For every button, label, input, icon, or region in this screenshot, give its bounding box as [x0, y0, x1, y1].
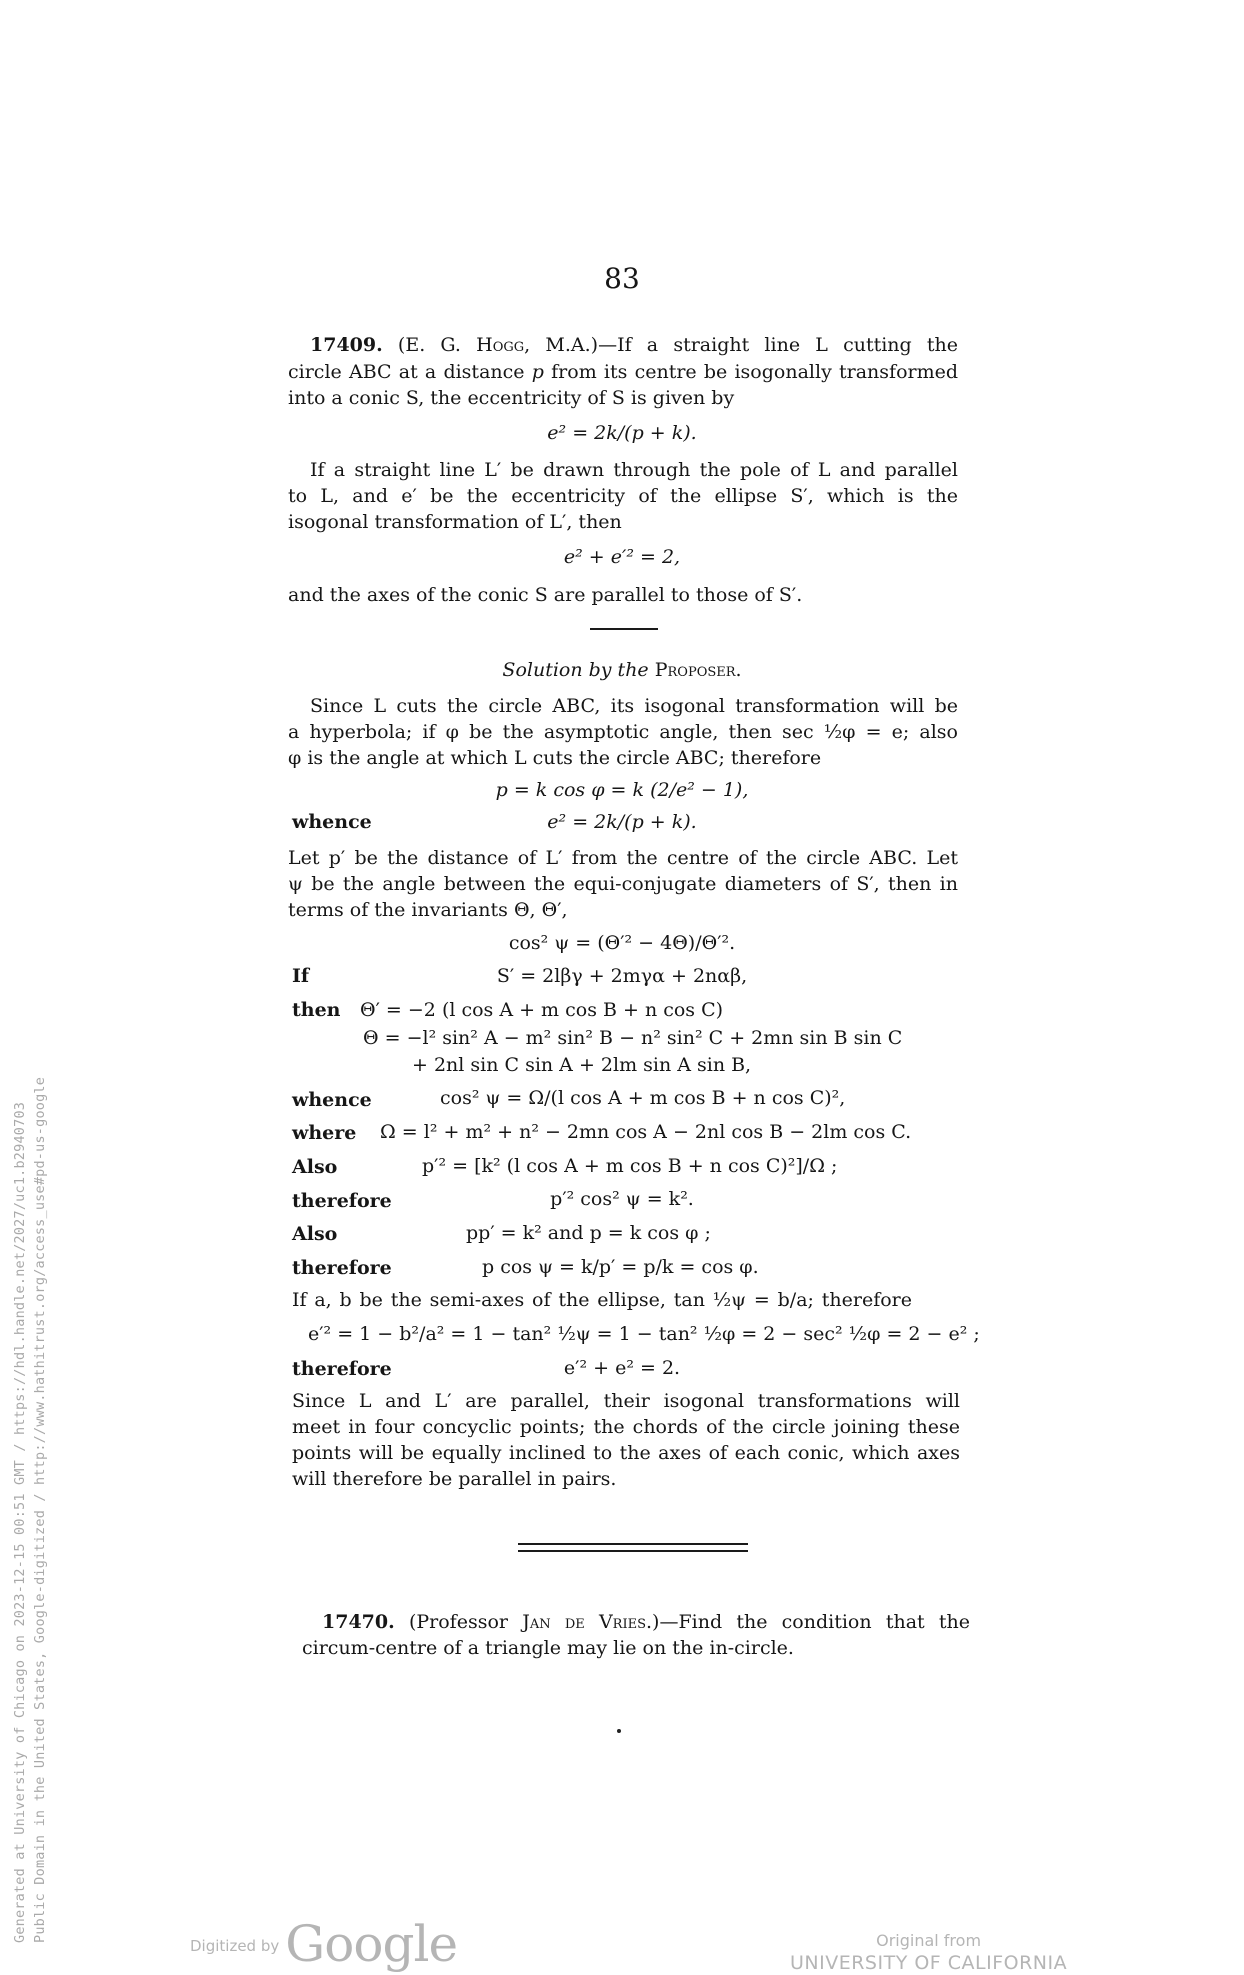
equation: p cos ψ = k/p′ = p/k = cos φ. — [482, 1256, 759, 1278]
equation: e² = 2k/(p + k). — [547, 811, 697, 833]
double-rule-bottom — [518, 1550, 748, 1552]
google-logo-text: Google — [285, 1915, 458, 1973]
original-from-label: Original from — [876, 1931, 982, 1950]
equation: Ω = l² + m² + n² − 2mn cos A − 2nl cos B − 2lm cos C. — [380, 1121, 912, 1143]
equation: e′² + e² = 2. — [563, 1357, 681, 1379]
equation: Θ′ = −2 (l cos A + m cos B + n cos C) — [360, 999, 724, 1021]
equation: p = k cos φ = k (2/e² − 1), — [495, 779, 749, 801]
solution-text: meet in four concyclic points; the chords of the circle joining these — [292, 1416, 960, 1438]
original-from-note — [790, 1930, 1067, 1974]
solution-text: Since L cuts the circle ABC, its isogonal transformation will be — [310, 695, 958, 717]
label: where — [292, 1122, 357, 1144]
double-rule-top — [518, 1543, 748, 1545]
problem-text: circle ABC at a distance — [288, 361, 525, 383]
problem-17409-line-1: 17409. (E. G. Hogg, M.A.)—If a straight line L cutting the — [310, 334, 958, 356]
equation: p′² = [k² (l cos A + m cos B + n cos C)²]/Ω ; — [422, 1155, 838, 1177]
equation: pp′ = k² and p = k cos φ ; — [466, 1222, 711, 1244]
solution-text: points will be equally inclined to the axes of each conic, which axes — [292, 1442, 960, 1464]
problem-text: from its centre be isogonally transformed — [551, 361, 959, 383]
problem-text: isogonal transformation of L′, then — [288, 511, 622, 533]
solution-proposer: Proposer. — [654, 659, 742, 681]
digitized-by-google-logo — [190, 1915, 457, 1973]
label: Also — [292, 1223, 338, 1245]
equation: cos² ψ = (Θ′² − 4Θ)/Θ′². — [508, 932, 736, 954]
equation: e² = 2k/(p + k). — [547, 422, 697, 444]
problem-author: Jan de Vries — [522, 1611, 646, 1633]
section-divider — [590, 628, 658, 630]
equation: + 2nl sin C sin A + 2lm sin A sin B, — [412, 1054, 752, 1076]
solution-heading-label: Solution by the — [502, 659, 649, 681]
label: whence — [292, 811, 372, 833]
label: therefore — [292, 1190, 392, 1212]
problem-text: into a conic S, the eccentricity of S is given by — [288, 387, 735, 409]
equation: p′² cos² ψ = k². — [550, 1188, 694, 1210]
problem-number: 17409. — [310, 334, 383, 356]
label: Also — [292, 1156, 338, 1178]
solution-text: a hyperbola; if φ be the asymptotic angle, then sec ½φ = e; also — [288, 721, 958, 743]
solution-text: If a, b be the semi-axes of the ellipse, tan ½ψ = b/a; therefore — [292, 1289, 912, 1311]
equation: cos² ψ = Ω/(l cos A + m cos B + n cos C)², — [440, 1087, 846, 1109]
problem-text: Find the condition that the — [678, 1611, 971, 1633]
label: therefore — [292, 1257, 392, 1279]
equation: e² + e′² = 2, — [563, 546, 681, 568]
problem-author-prefix: (Professor — [408, 1611, 508, 1633]
problem-text: If a straight line L′ be drawn through the pole of L and parallel — [310, 459, 958, 481]
label: then — [292, 999, 341, 1021]
problem-17409-line-2: circle ABC at a distance p from its centre be isogonally transformed — [288, 361, 959, 383]
solution-text: Since L and L′ are parallel, their isogonal transformations will — [292, 1390, 960, 1412]
label: If — [292, 965, 310, 987]
ink-dot — [617, 1729, 621, 1733]
solution-text: ψ be the angle between the equi-conjugate diameters of S′, then in — [288, 873, 958, 895]
problem-text: and the axes of the conic S are parallel to those of S′. — [288, 584, 803, 606]
hathitrust-generated-note: Generated at University of Chicago on 2023-12-15 00:51 GMT / https://hdl.handle.net/2027/uc1.b2940703 — [12, 1101, 28, 1943]
page-number: 83 — [604, 262, 640, 295]
solution-text: terms of the invariants Θ, Θ′, — [288, 899, 568, 921]
equation: S′ = 2lβγ + 2mγα + 2nαβ, — [496, 965, 748, 987]
solution-text: Let p′ be the distance of L′ from the centre of the circle ABC. Let — [288, 847, 958, 869]
solution-heading — [0, 658, 1244, 682]
problem-author: (E. G. Hogg, M.A.) — [397, 334, 599, 356]
label: therefore — [292, 1358, 392, 1380]
problem-text: If a straight line L cutting the — [617, 334, 958, 356]
digitized-by-label: Digitized by — [190, 1937, 280, 1955]
university-name: UNIVERSITY OF CALIFORNIA — [790, 1952, 1068, 1974]
label: whence — [292, 1089, 372, 1111]
solution-text: will therefore be parallel in pairs. — [292, 1468, 617, 1490]
problem-17470-line-1: 17470. (Professor Jan de Vries.)—Find the condition that the — [322, 1611, 971, 1633]
problem-text: to L, and e′ be the eccentricity of the ellipse S′, which is the — [288, 485, 958, 507]
equation: e′² = 1 − b²/a² = 1 − tan² ½ψ = 1 − tan² ½φ = 2 − sec² ½φ = 2 − e² ; — [308, 1323, 980, 1345]
solution-text: φ is the angle at which L cuts the circle ABC; therefore — [288, 747, 822, 769]
equation: Θ = −l² sin² A − m² sin² B − n² sin² C + 2mn sin B sin C — [363, 1027, 903, 1049]
public-domain-note: Public Domain in the United States, Google-digitized / http://www.hathitrust.org/access_use#pd-us-google — [32, 1076, 48, 1943]
problem-text: circum-centre of a triangle may lie on the in-circle. — [302, 1637, 794, 1659]
problem-author-suffix: .) — [646, 1611, 660, 1633]
problem-number: 17470. — [322, 1611, 395, 1633]
